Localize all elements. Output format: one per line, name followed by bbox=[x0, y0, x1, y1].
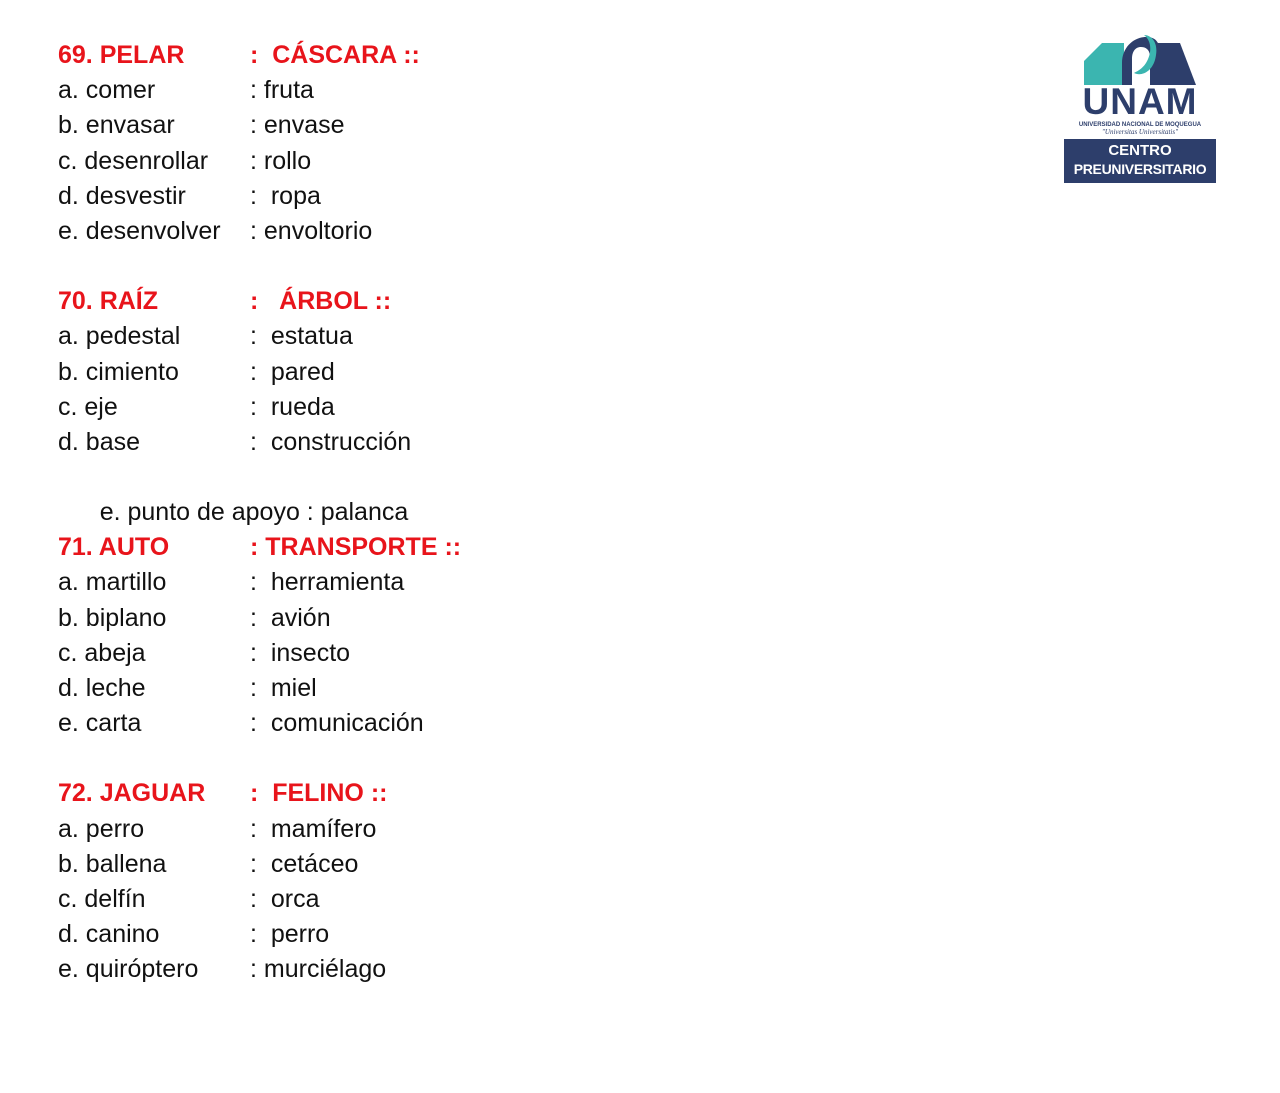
option-pair: : cetáceo bbox=[250, 849, 359, 878]
option-d bbox=[58, 179, 958, 214]
question-term: 71. AUTO bbox=[58, 533, 170, 562]
question-pair: : CÁSCARA :: bbox=[250, 41, 420, 69]
option-term: c. desenrollar bbox=[58, 146, 209, 175]
option-pair: : avión bbox=[250, 603, 331, 632]
option-b bbox=[58, 847, 958, 882]
option-pair: : comunicación bbox=[250, 709, 424, 738]
question-69 bbox=[58, 38, 958, 249]
question-header bbox=[58, 284, 958, 319]
option-d bbox=[58, 425, 958, 460]
question-pair: : FELINO :: bbox=[250, 779, 388, 808]
option-a bbox=[58, 812, 958, 847]
option-a bbox=[58, 73, 958, 108]
option-pair: : perro bbox=[250, 920, 330, 949]
option-d bbox=[58, 917, 958, 952]
option-term: a. martillo bbox=[58, 568, 167, 597]
logo-band-line2: PREUNIVERSITARIO bbox=[1073, 161, 1207, 177]
question-72 bbox=[58, 776, 958, 987]
option-term: c. abeja bbox=[58, 638, 146, 667]
option-term: e. carta bbox=[58, 709, 142, 738]
option-term: d. leche bbox=[58, 674, 146, 702]
option-pair: : pared bbox=[250, 357, 335, 386]
unam-emblem-icon bbox=[1084, 33, 1196, 85]
option-e bbox=[58, 706, 958, 741]
unam-logo bbox=[1064, 33, 1216, 185]
option-c bbox=[58, 390, 958, 425]
question-list bbox=[58, 38, 958, 1023]
option-e bbox=[58, 460, 958, 527]
option-pair: : ropa bbox=[250, 181, 321, 210]
logo-motto: "Universitas Universitatis" bbox=[1101, 128, 1179, 136]
option-c bbox=[58, 144, 958, 179]
option-pair: : insecto bbox=[250, 638, 351, 667]
option-term: c. eje bbox=[58, 392, 118, 421]
option-pair: : estatua bbox=[250, 322, 353, 351]
option-term: e. quiróptero bbox=[58, 955, 199, 984]
option-term: b. biplano bbox=[58, 603, 167, 632]
option-term: b. ballena bbox=[58, 849, 167, 878]
option-term: a. pedestal bbox=[58, 322, 181, 351]
option-pair: : fruta bbox=[250, 76, 314, 105]
question-header bbox=[58, 776, 958, 811]
question-70 bbox=[58, 284, 958, 527]
question-header bbox=[58, 530, 958, 565]
question-pair: : ÁRBOL :: bbox=[250, 287, 392, 316]
option-pair: : envoltorio bbox=[250, 216, 373, 245]
option-pair: : herramienta bbox=[250, 568, 405, 597]
option-a bbox=[58, 319, 958, 354]
option-pair: : rollo bbox=[250, 146, 312, 175]
question-pair: : TRANSPORTE :: bbox=[250, 533, 462, 562]
option-pair: : miel bbox=[250, 674, 317, 702]
option-e bbox=[58, 952, 958, 987]
logo-band-line1: CENTRO bbox=[1108, 142, 1172, 159]
question-header bbox=[58, 38, 958, 73]
option-pair: : murciélago bbox=[250, 955, 387, 984]
option-b bbox=[58, 108, 958, 143]
option-term: b. envasar bbox=[58, 111, 175, 140]
option-c bbox=[58, 882, 958, 917]
option-pair: : envase bbox=[250, 111, 345, 140]
option-d bbox=[58, 671, 958, 706]
logo-band bbox=[1064, 139, 1216, 183]
question-term: 72. JAGUAR bbox=[58, 779, 206, 808]
option-term: d. canino bbox=[58, 920, 160, 949]
question-term: 69. PELAR bbox=[58, 41, 185, 69]
logo-subtitle: UNIVERSIDAD NACIONAL DE MOQUEGUA bbox=[1078, 122, 1202, 128]
option-pair: : mamífero bbox=[250, 814, 377, 843]
option-term: b. cimiento bbox=[58, 357, 179, 386]
question-term: 70. RAÍZ bbox=[58, 287, 159, 316]
question-71 bbox=[58, 530, 958, 741]
option-pair: : rueda bbox=[250, 392, 335, 421]
option-term: c. delfín bbox=[58, 884, 146, 913]
option-term: e. punto de apoyo : palanca bbox=[99, 498, 409, 527]
option-term: a. comer bbox=[58, 76, 156, 105]
option-b bbox=[58, 601, 958, 636]
option-term: d. desvestir bbox=[58, 181, 186, 210]
option-b bbox=[58, 355, 958, 390]
option-pair: : construcción bbox=[250, 427, 412, 456]
option-pair: : orca bbox=[250, 884, 320, 913]
option-term: e. desenvolver bbox=[58, 216, 221, 245]
option-e bbox=[58, 214, 958, 249]
option-term: a. perro bbox=[58, 814, 145, 843]
option-c bbox=[58, 636, 958, 671]
logo-name: UNAM bbox=[1082, 81, 1198, 122]
option-a bbox=[58, 565, 958, 600]
option-term: d. base bbox=[58, 427, 141, 456]
